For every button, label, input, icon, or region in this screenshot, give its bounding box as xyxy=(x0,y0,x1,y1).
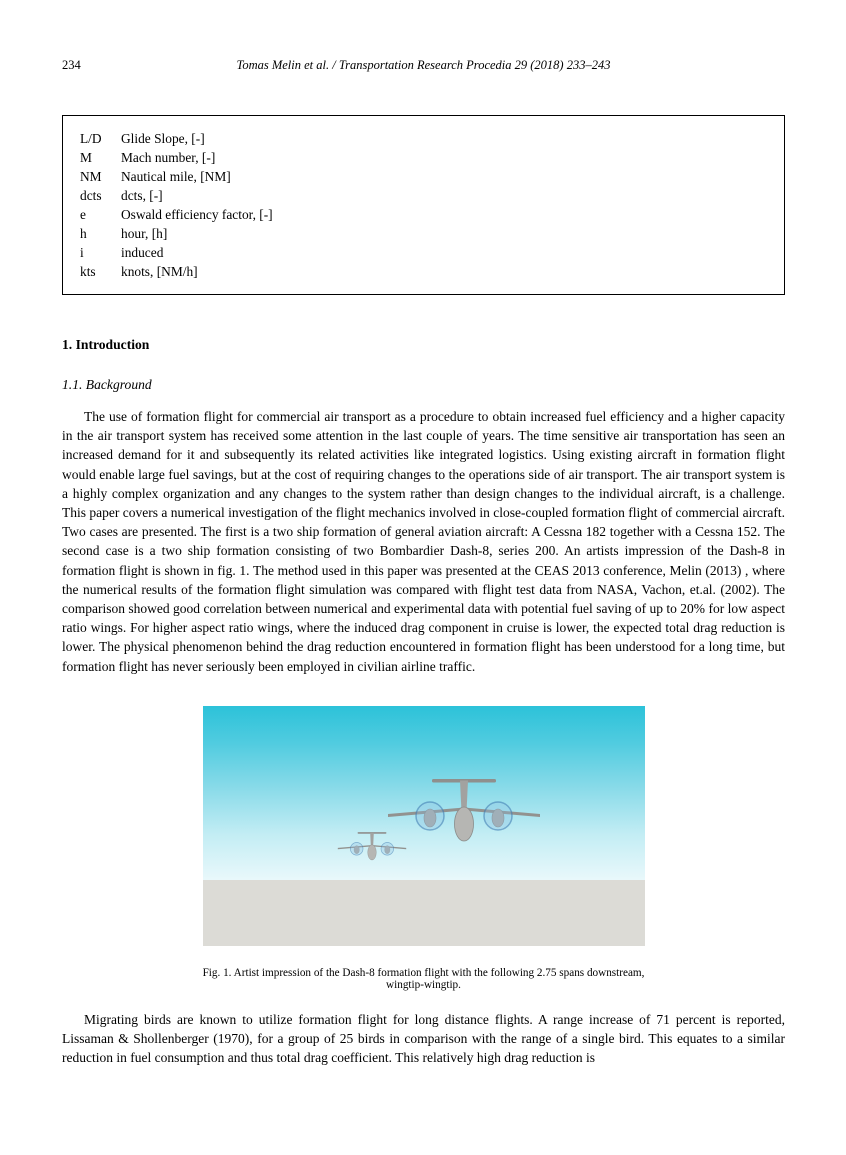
page-header xyxy=(62,58,785,75)
figure-1-image xyxy=(203,706,645,946)
nomenclature-definition: Glide Slope, [-] xyxy=(121,131,205,146)
section-heading-introduction: 1. Introduction xyxy=(62,337,150,352)
nomenclature-row xyxy=(80,262,768,281)
paragraph-migrating-birds: Migrating birds are known to utilize formation flight for long distance flights. A range increase of 71 percent is reported, Lissaman & Shollenberger (1970), for a group of 25 birds in comparison with the range of a single bird. This equates to a similar reduction in fuel consumption and thus total drag coefficient. This relatively high drag reduction is xyxy=(62,1011,785,1066)
subsection-heading-background: 1.1. Background xyxy=(62,377,152,392)
nomenclature-row xyxy=(80,129,768,148)
figure-1-caption: Fig. 1. Artist impression of the Dash-8 formation flight with the following 2.75 spans downstream, wingtip-wingtip. xyxy=(202,966,645,991)
nomenclature-definition: knots, [NM/h] xyxy=(121,264,198,279)
nomenclature-abbr: e xyxy=(80,207,86,222)
nomenclature-row xyxy=(80,186,768,205)
formation-flight-illustration xyxy=(203,706,645,946)
nomenclature-abbr: dcts xyxy=(80,188,102,203)
nomenclature-abbr: i xyxy=(80,245,84,260)
nomenclature-definition: Nautical mile, [NM] xyxy=(121,169,231,184)
page-number: 234 xyxy=(62,58,81,72)
nomenclature-row xyxy=(80,167,768,186)
nomenclature-box xyxy=(62,115,785,295)
nomenclature-definition: Mach number, [-] xyxy=(121,150,216,165)
nomenclature-row xyxy=(80,243,768,262)
nomenclature-abbr: M xyxy=(80,150,92,165)
nomenclature-row xyxy=(80,224,768,243)
nomenclature-definition: hour, [h] xyxy=(121,226,168,241)
nomenclature-definition: induced xyxy=(121,245,164,260)
nomenclature-abbr: NM xyxy=(80,169,102,184)
running-head: Tomas Melin et al. / Transportation Research Procedia 29 (2018) 233–243 xyxy=(236,58,611,72)
nomenclature-abbr: L/D xyxy=(80,131,102,146)
paragraph-background: The use of formation flight for commercial air transport as a procedure to obtain increased fuel efficiency and a higher capacity in the air transport system has received some attention in the last couple of years. The time sensitive air transportation has seen an increased demand for it and subsequently its related activities like integrated logistics. Using existing aircraft in formation flight would enable large fuel savings, but at the cost of requiring changes to the operations side of air transport. The air transport system is a highly complex organization and any changes to the system rather than design changes to the individual aircraft, is a challenge. This paper covers a numerical investigation of the flight mechanics involved in close-coupled formation flight of commercial aircraft. Two cases are presented. The first is a two ship formation of general aviation aircraft: A Cessna 182 together with a Cessna 152. The second case is a two ship formation consisting of two Bombardier Dash-8, series 200. An artists impression of the Dash-8 in formation flight is shown in fig. 1. The method used in this paper was presented at the CEAS 2013 conference, Melin (2013) , where the numerical results of the formation flight simulation was compared with flight test data from NASA, Vachon, et.al. (2002). The comparison showed good correlation between numerical and experimental data with potential fuel saving of up to 20% for low aspect ratio wings. For higher aspect ratio wings, where the induced drag component in cruise is lower, the expected total drag reduction is lower. The physical phenomenon behind the drag reduction encountered in formation flight has been understood for a long time, but formation flight has never seriously been employed in civilian airline traffic. xyxy=(62,409,785,674)
figure-1 xyxy=(203,706,645,991)
nomenclature-row xyxy=(80,205,768,224)
nomenclature-abbr: h xyxy=(80,226,87,241)
nomenclature-definition: Oswald efficiency factor, [-] xyxy=(121,207,273,222)
nomenclature-row xyxy=(80,148,768,167)
nomenclature-definition: dcts, [-] xyxy=(121,188,163,203)
nomenclature-abbr: kts xyxy=(80,264,96,279)
